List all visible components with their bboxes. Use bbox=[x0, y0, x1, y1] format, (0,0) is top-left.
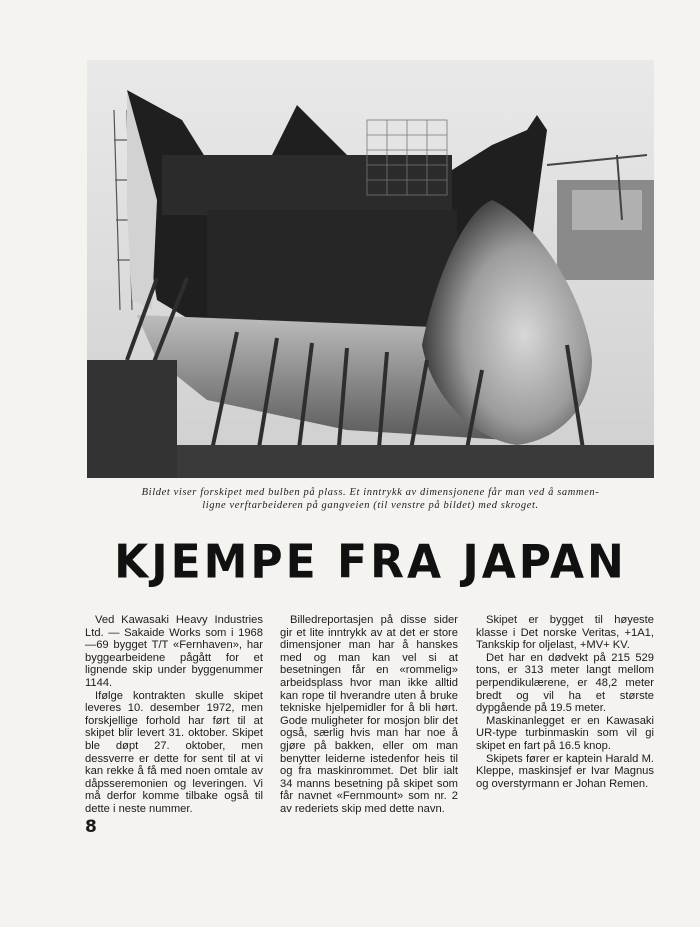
caption-line-1: Bildet viser forskipet med bulben på plass. Et inntrykk av dimensjonene får man ved å sammen- bbox=[141, 487, 600, 498]
page-number: 8 bbox=[85, 817, 97, 837]
article-headline: KJEMPE FRA JAPAN bbox=[114, 535, 627, 590]
article-column-3 bbox=[476, 614, 654, 790]
column-1-paragraph-1: Ved Kawasaki Heavy Industries Ltd. — Sakaide Works som i 1968—69 bygget T/T «Fernhaven», har byggearbeidene pågått for et lignende skip under byggenummer 1144. bbox=[85, 614, 263, 689]
column-3-paragraph-2: Det har en dødvekt på 215 529 tons, er 313 meter langt mellom perpendikulærene, er 48,2 meter bredt og vil ha et største dypgående på 19.5 meter. bbox=[476, 651, 654, 715]
photo-caption bbox=[87, 486, 654, 512]
caption-line-2: ligne verftarbeideren på gangveien (til venstre på bildet) med skroget. bbox=[202, 500, 539, 511]
column-1-paragraph-2: Ifølge kontrakten skulle skipet leveres 10. desember 1972, men forskjellige forhold har ført til at skipet blir levert 31. oktober. Skipet ble døpt 27. oktober, men dessverre er dette for sent til at vi kan rekke å få med noen omtale av dåpsseremonien og leveringen. Vi må derfor komme tilbake også til dette i neste nummer. bbox=[85, 689, 263, 815]
ship-bow-photo bbox=[87, 60, 654, 478]
column-3-paragraph-4: Skipets fører er kaptein Harald M. Kleppe, maskinsjef er Ivar Magnus og overstyrmann er Johan Remen. bbox=[476, 752, 654, 790]
column-2-paragraph-1: Billedreportasjen på disse sider gir et lite inntrykk av at det er store dimensjoner man har å hanskes med og man kan vel si at besetningen får en «rommelig» arbeidsplass hvor man ikke alltid kan rope til hverandre uten å bruke tekniske hjelpemidler for å bli hørt. Gode muligheter for mosjon blir det også, særlig hvis man har noe å gjøre på bakken, eller om man benytter leiderne istedenfor heis til og fra maskinrommet. Det blir ialt 34 manns besetning på skipet som får navnet «Fernmount» som nr. 2 av rederiets skip med dette navn. bbox=[280, 614, 458, 815]
column-3-paragraph-3: Maskinanlegget er en Kawasaki UR-type turbinmaskin som vil gi skipet en fart på 16.5 knop. bbox=[476, 714, 654, 752]
column-3-paragraph-1: Skipet er bygget til høyeste klasse i Det norske Veritas, +1A1, Tankskip for oljelast, +MV+ KV. bbox=[476, 614, 654, 652]
article-column-1 bbox=[85, 614, 263, 816]
article-column-2 bbox=[280, 614, 458, 816]
